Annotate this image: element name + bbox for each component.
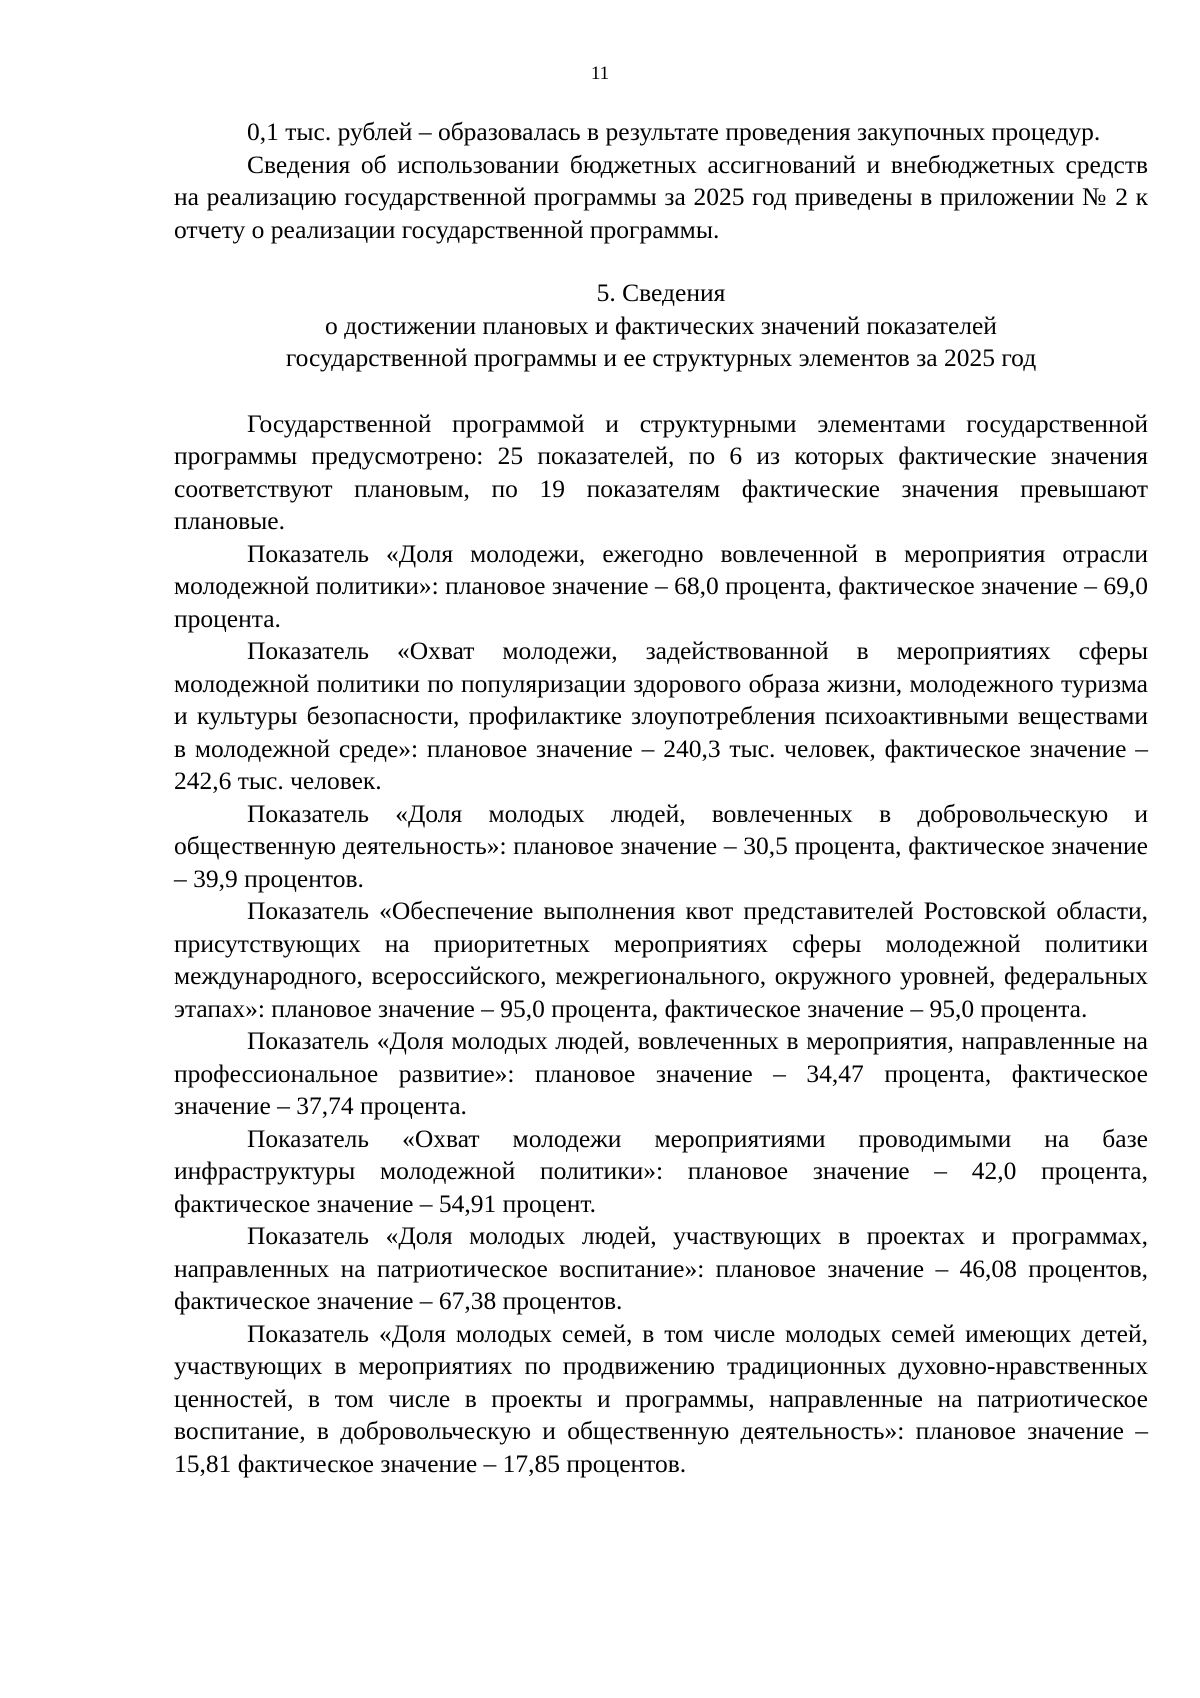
section-title: 5. Сведения (596, 278, 726, 307)
section-subtitle-line1: о достижении плановых и фактических значений показателей (325, 310, 997, 340)
paragraph-indicator: Показатель «Доля молодых семей, в том числе молодых семей имеющих детей, участвующих в мероприятиях по продвижению традиционных духовно-нравственных ценностей, в том числе в проекты и программы, направленные на патриотическое воспитание, в добровольческую и общественную деятельность»: плановое значение – 15,81 фактическое значение – 17,85 процентов. (174, 1318, 1148, 1478)
paragraph-indicator: Показатель «Доля молодых людей, вовлеченных в добровольческую и общественную деятельность»: плановое значение – 30,5 процента, фактическое значение – 39,9 процентов. (174, 798, 1148, 893)
paragraph-indicator: Показатель «Охват молодежи, задействованной в мероприятиях сферы молодежной политики по популяризации здорового образа жизни, молодежного туризма и культуры безопасности, профилактике злоупотребления психоактивными веществами в молодежной среде»: плановое значение – 240,3 тыс. человек, фактическое значение – 242,6 тыс. человек. (174, 636, 1148, 795)
paragraph-indicator: Показатель «Охват молодежи мероприятиями проводимыми на базе инфраструктуры молодежной политики»: плановое значение – 42,0 процента, фактическое значение – 54,91 процент. (174, 1123, 1148, 1218)
page-number: 11 (590, 63, 610, 84)
paragraph-continuation: 0,1 тыс. рублей – образовалась в результате проведения закупочных процедур. (247, 117, 1101, 146)
paragraph-summary: Государственной программой и структурными элементами государственной программы предусмотрено: 25 показателей, по 6 из которых фактические значения соответствуют плановым, по 19 показателям фактические значения превышают плановые. (174, 408, 1148, 535)
paragraph-indicator: Показатель «Доля молодежи, ежегодно вовлеченной в мероприятия отрасли молодежной политики»: плановое значение – 68,0 процента, фактическое значение – 69,0 процента. (174, 538, 1148, 633)
paragraph-indicator: Показатель «Обеспечение выполнения квот представителей Ростовской области, присутствующих на приоритетных мероприятиях сферы молодежной политики международного, всероссийского, межрегионального, окружного уровней, федеральных этапах»: плановое значение – 95,0 процента, фактическое значение – 95,0 процента. (174, 896, 1148, 1023)
section-subtitle-line2: государственной программы и ее структурных элементов за 2025 год (285, 343, 1037, 372)
document-body (174, 116, 1148, 1480)
paragraph-indicator: Показатель «Доля молодых людей, вовлеченных в мероприятия, направленные на профессиональное развитие»: плановое значение – 34,47 процента, фактическое значение – 37,74 процента. (174, 1026, 1148, 1120)
paragraph-indicator: Показатель «Доля молодых людей, участвующих в проектах и программах, направленных на патриотическое воспитание»: плановое значение – 46,08 процентов, фактическое значение – 67,38 процентов. (174, 1221, 1148, 1315)
section-heading (174, 277, 1148, 375)
paragraph-budget-info: Сведения об использовании бюджетных ассигнований и внебюджетных средств на реализацию государственной программы за 2025 год приведены в приложении № 2 к отчету о реализации государственной программы. (174, 149, 1148, 244)
